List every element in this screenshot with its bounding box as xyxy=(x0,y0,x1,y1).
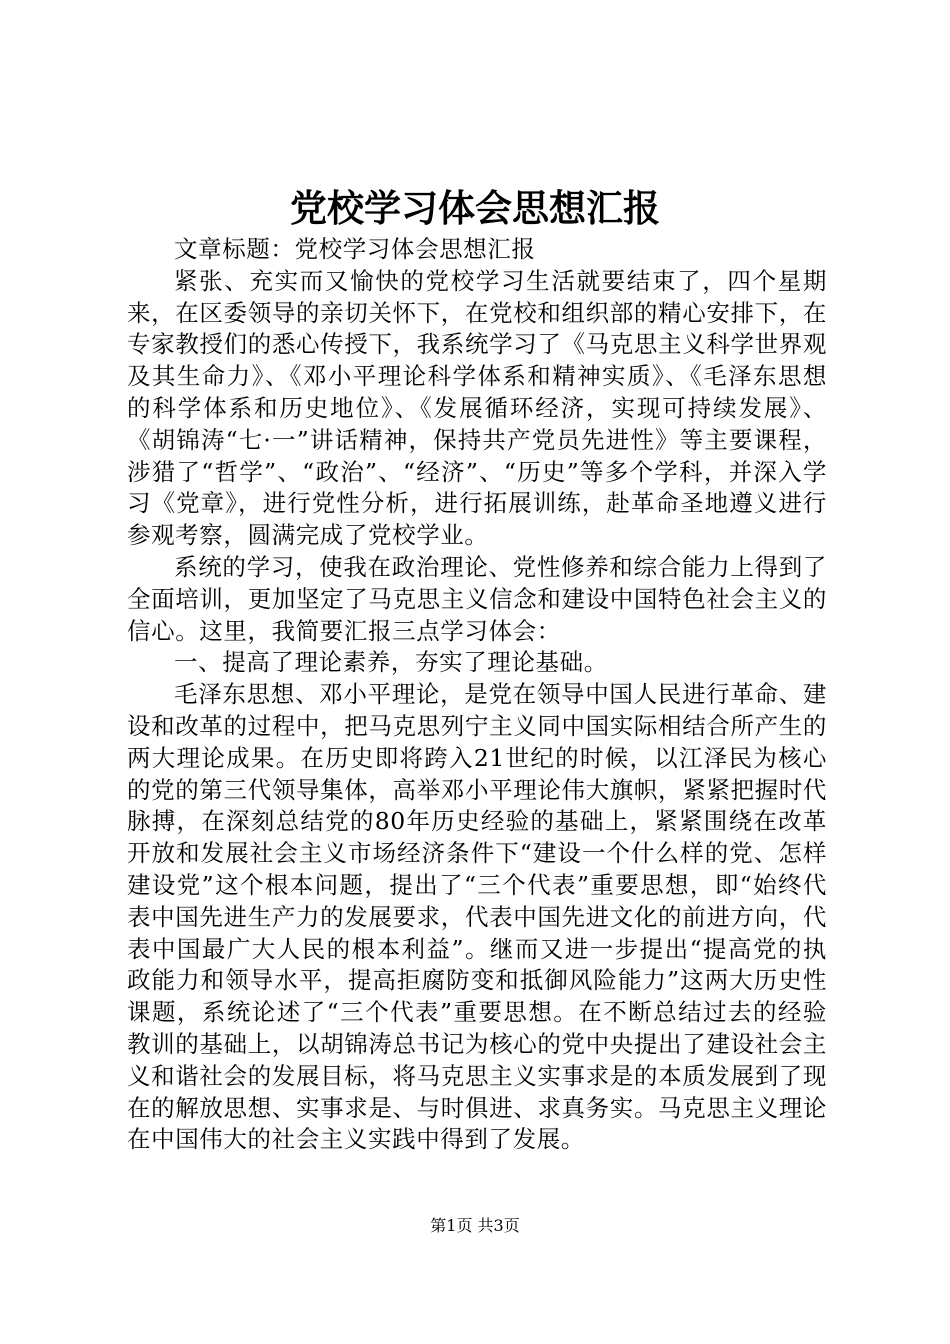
article-title-line: 文章标题：党校学习体会思想汇报 xyxy=(174,235,536,263)
section-heading-1: 一、提高了理论素养，夯实了理论基础。 xyxy=(174,648,608,677)
paragraph-intro: 紧张、充实而又愉快的党校学习生活就要结束了，四个星期来，在区委领导的亲切关怀下，在党校和组织部的精心安排下，在专家教授们的悉心传授下，我系统学习了《马克思主义科学世界观及其生命力》、《邓小平理论科学体系和精神实质》、《毛泽东思想的科学体系和历史地位》、《发展循环经济，实现可持续发展》、《胡锦涛“七·一”讲话精神，保持共产党员先进性》等主要课程，涉猎了“哲学”、“政治”、“经济”、“历史”等多个学科，并深入学习《党章》，进行党性分析，进行拓展训练，赴革命圣地遵义进行参观考察，圆满完成了党校学业。 xyxy=(127,266,827,550)
paragraph-theory: 毛泽东思想、邓小平理论，是党在领导中国人民进行革命、建设和改革的过程中，把马克思列宁主义同中国实际相结合所产生的两大理论成果。在历史即将跨入21世纪的时候，以江泽民为核心的党的第三代领导集体，高举邓小平理论伟大旗帜，紧紧把握时代脉搏，在深刻总结党的80年历史经验的基础上，紧紧围绕在改革开放和发展社会主义市场经济条件下“建设一个什么样的党、怎样建设党”这个根本问题，提出了“三个代表”重要思想，即“始终代表中国先进生产力的发展要求，代表中国先进文化的前进方向，代表中国最广大人民的根本利益”。继而又进一步提出“提高党的执政能力和领导水平，提高拒腐防变和抵御风险能力”这两大历史性课题，系统论述了“三个代表”重要思想。在不断总结过去的经验教训的基础上，以胡锦涛总书记为核心的党中央提出了建设社会主义和谐社会的发展目标，将马克思主义实事求是的本质发展到了现在的解放思想、实事求是、与时俱进、求真务实。马克思主义理论在中国伟大的社会主义实践中得到了发展。 xyxy=(127,680,827,1154)
paragraph-summary: 系统的学习，使我在政治理论、党性修养和综合能力上得到了全面培训，更加坚定了马克思主义信念和建设中国特色社会主义的信心。这里，我简要汇报三点学习体会： xyxy=(127,552,827,645)
document-body xyxy=(127,234,827,1156)
page-number-footer: 第1页 共3页 xyxy=(430,1216,520,1235)
document-title: 党校学习体会思想汇报 xyxy=(290,186,660,230)
